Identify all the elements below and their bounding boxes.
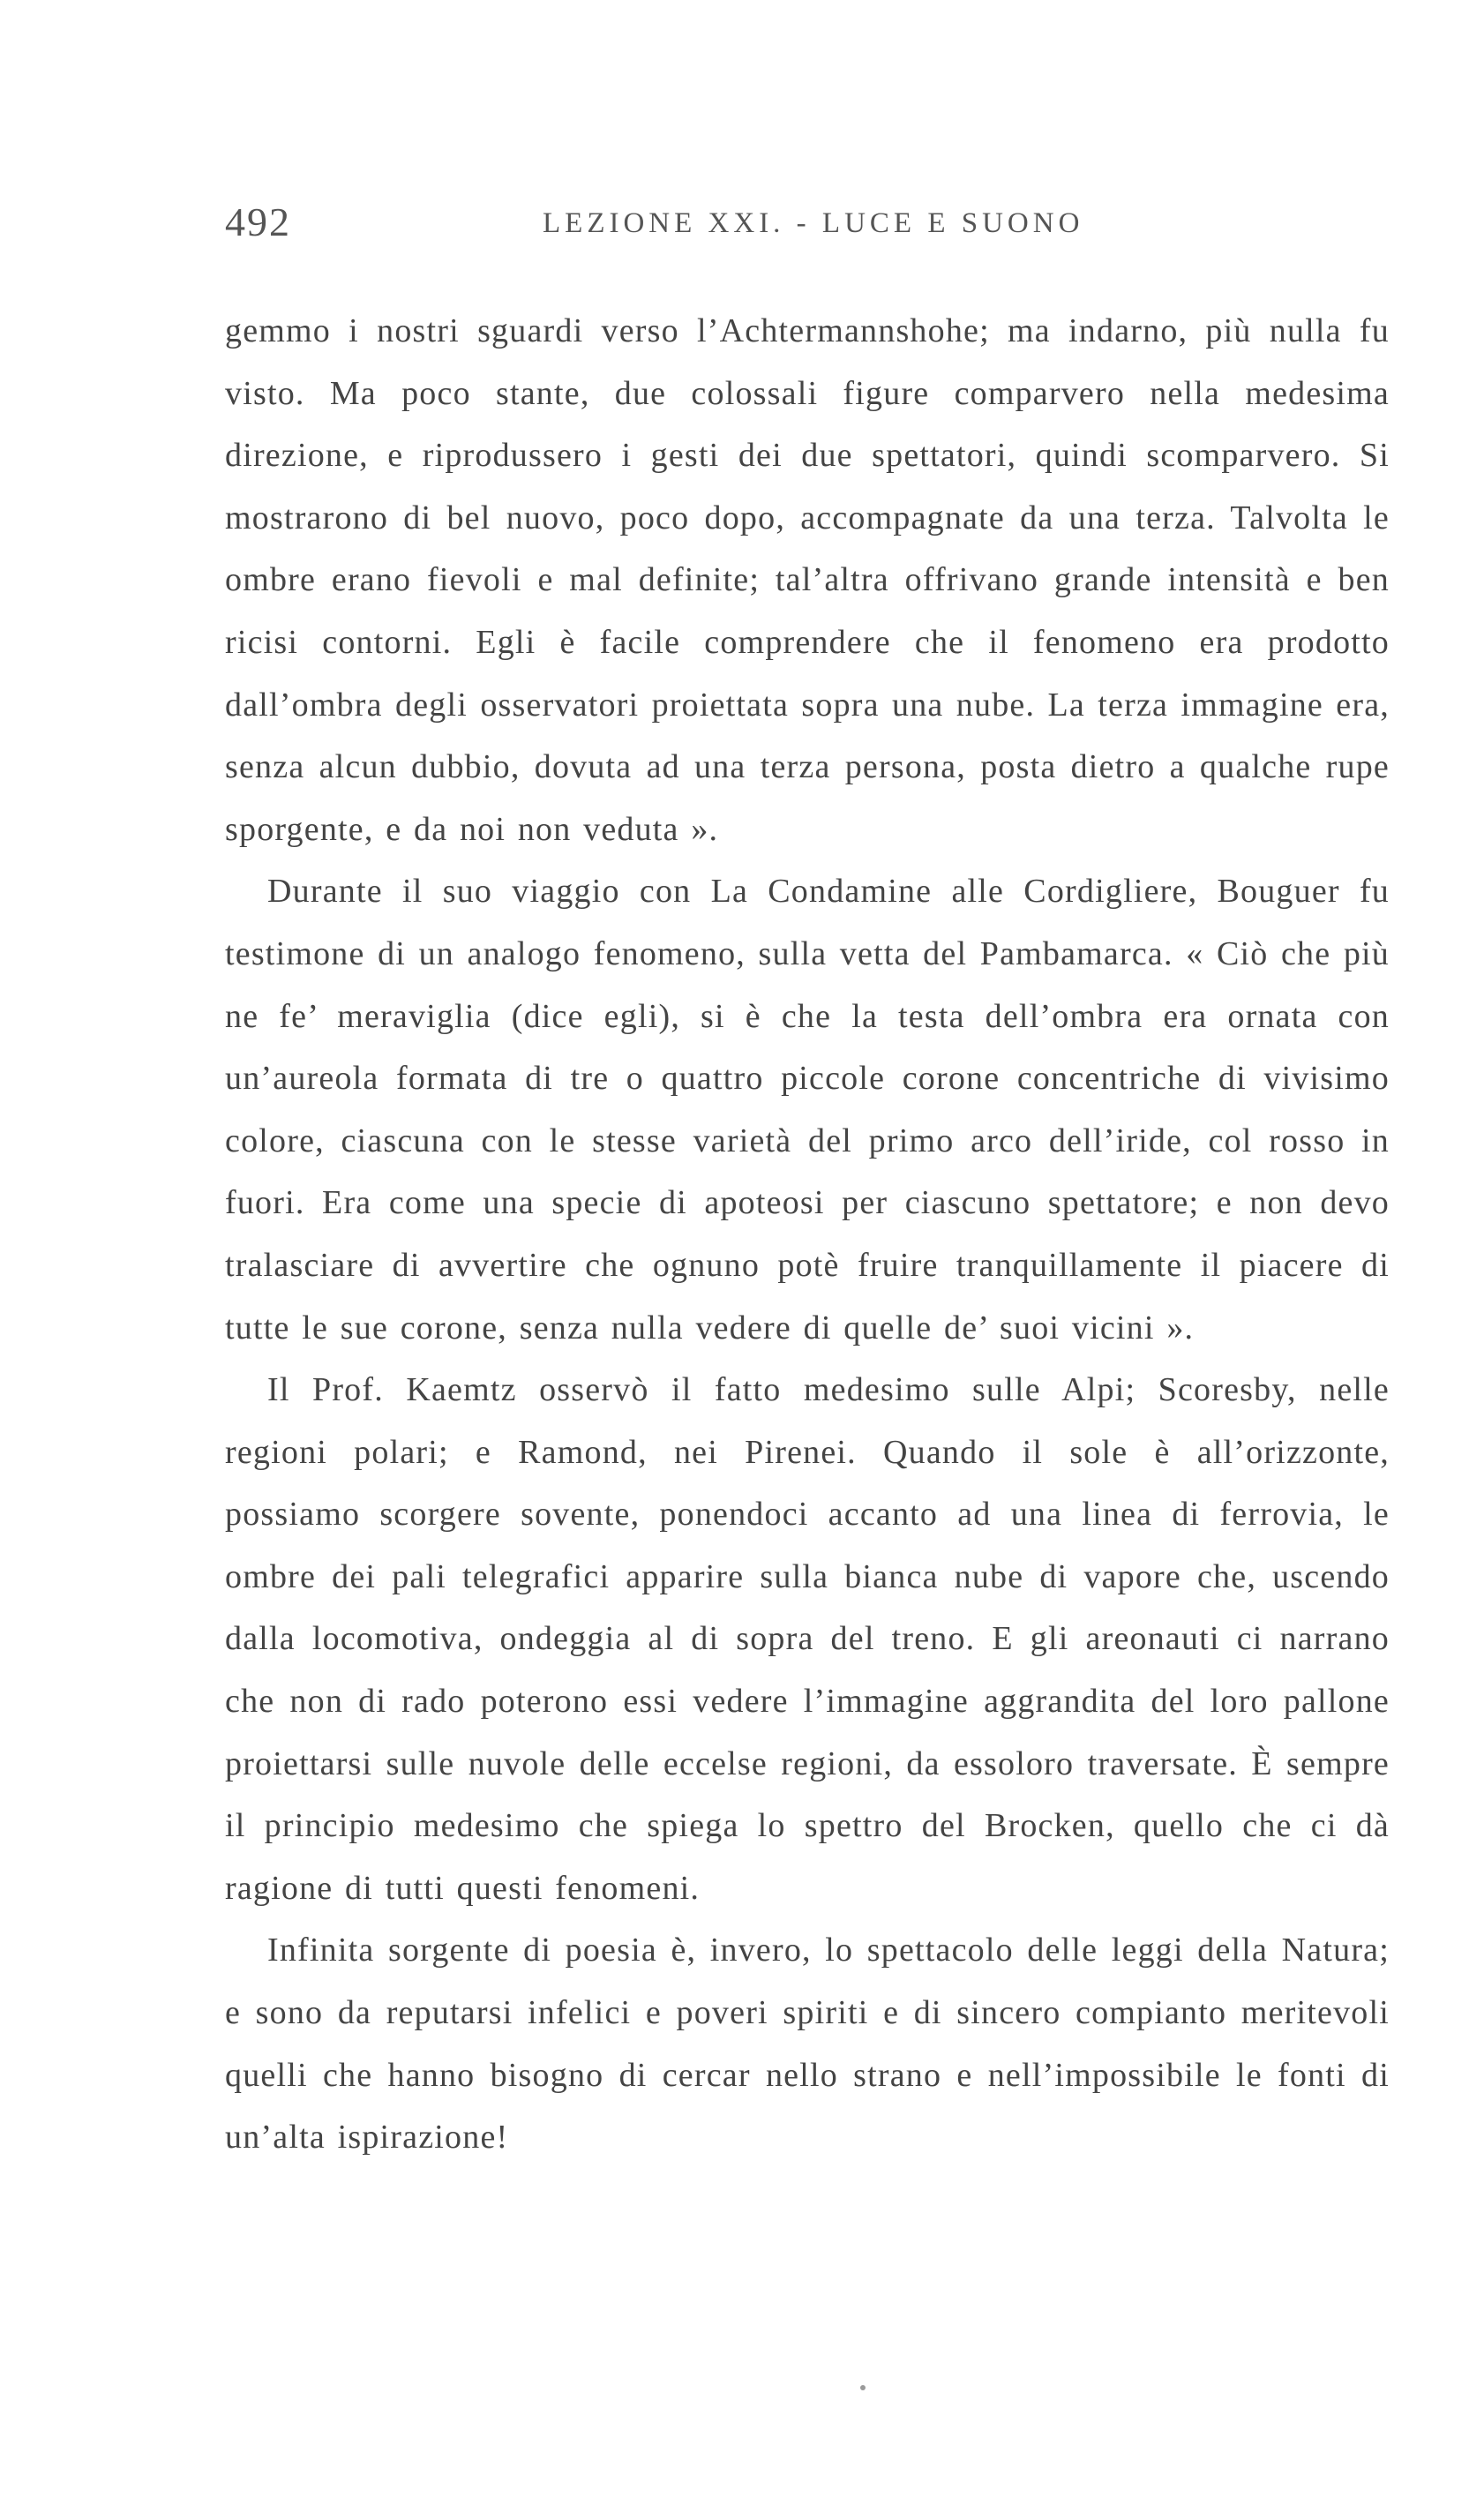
running-head: LEZIONE XXI. - LUCE E SUONO: [543, 207, 1084, 239]
page-header: [225, 199, 1390, 260]
paper-speck: [860, 2385, 866, 2390]
paragraph-bouguer: Durante il suo viaggio con La Condamine alle Cordigliere, Bouguer fu testimone di un analogo fenomeno, sulla vetta del Pambamarca. « Ciò che più ne fe’ meraviglia (dice egli), si è che la testa dell’ombra era ornata con un’aureola formata di tre o quattro piccole corone concentriche di vivisimo colore, ciascuna con le stesse varietà del primo arco dell’iride, col rosso in fuori. Era come una specie di apoteosi per ciascuno spettatore; e non devo tralasciare di avvertire che ognuno potè fruire tranquillamente il piacere di tutte le sue corone, senza nulla vedere di quelle de’ suoi vicini ».: [225, 873, 1390, 1347]
body-text: [225, 300, 1390, 2169]
page-number: 492: [225, 199, 291, 244]
paragraph-conclusion: Infinita sorgente di poesia è, invero, lo spettacolo delle leggi della Natura; e sono da reputarsi infelici e poveri spiriti e di sincero compianto meritevoli quelli che hanno bisogno di cercar nello strano e nell’impossibile le fonti di un’alta ispirazione!: [225, 1932, 1390, 2157]
paragraph-continuation: gemmo i nostri sguardi verso l’Achtermannshohe; ma indarno, più nulla fu visto. Ma poco stante, due colossali figure comparvero nella medesima direzione, e riprodussero i gesti dei due spettatori, quindi scomparvero. Si mostrarono di bel nuovo, poco dopo, accompagnate da una terza. Talvolta le ombre erano fievoli e mal definite; tal’altra offrivano grande intensità e ben ricisi contorni. Egli è facile comprendere che il fenomeno era prodotto dall’ombra degli osservatori proiettata sopra una nube. La terza immagine era, senza alcun dubbio, dovuta ad una terza persona, posta dietro a qualche rupe sporgente, e da noi non veduta ».: [225, 312, 1390, 848]
paragraph-kaemtz: Il Prof. Kaemtz osservò il fatto medesimo sulle Alpi; Scoresby, nelle regioni polari; e Ramond, nei Pirenei. Quando il sole è all’orizzonte, possiamo scorgere sovente, ponendoci accanto ad una linea di ferrovia, le ombre dei pali telegrafici apparire sulla bianca nube di vapore che, uscendo dalla locomotiva, ondeggia al di sopra del treno. E gli areonauti ci narrano che non di rado poterono essi vedere l’immagine aggrandita del loro pallone proiettarsi sulle nuvole delle eccelse regioni, da essoloro traversate. È sempre il principio medesimo che spiega lo spettro del Brocken, quello che ci dà ragione di tutti questi fenomeni.: [225, 1371, 1390, 1907]
